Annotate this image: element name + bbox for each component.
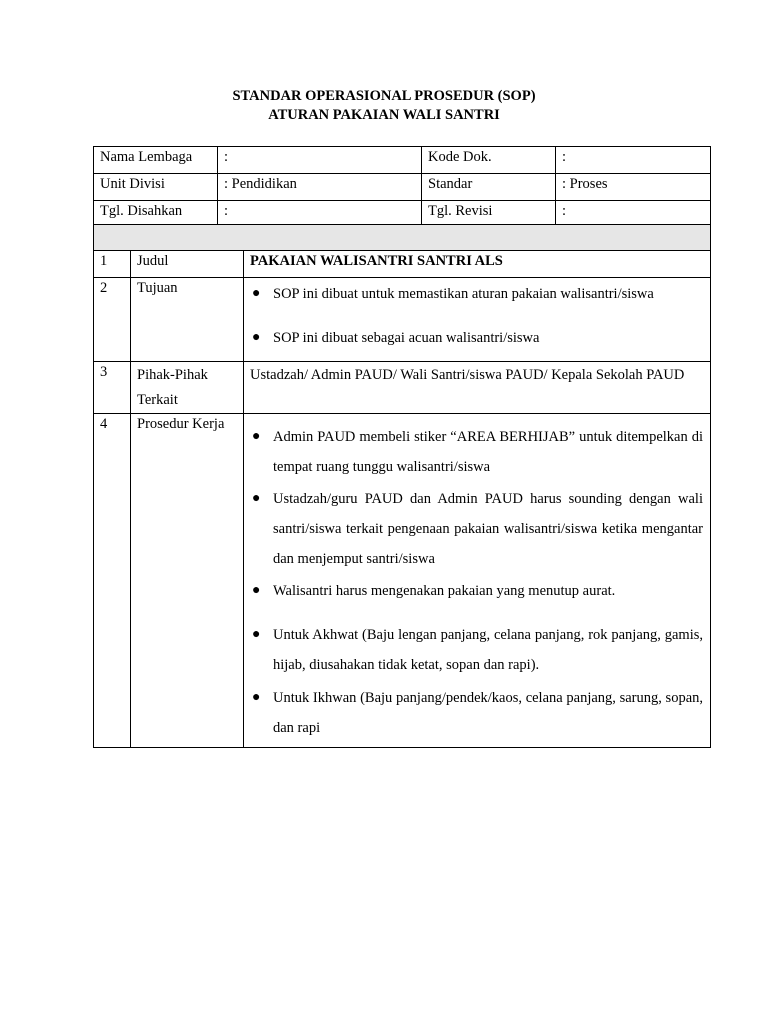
list-item-text: Untuk Akhwat (Baju lengan panjang, celana panjang, rok panjang, gamis, hijab, diusahakan tidak ketat, sopan dan rapi). — [273, 627, 703, 673]
row-prosedur — [94, 414, 711, 748]
bullet-dot-icon: ● — [252, 429, 261, 444]
meta-row — [94, 147, 711, 174]
pihak-text: Ustadzah/ Admin PAUD/ Wali Santri/siswa PAUD/ Kepala Sekolah PAUD — [244, 362, 711, 414]
meta-row — [94, 174, 711, 201]
prosedur-list — [250, 422, 703, 743]
row-number: 1 — [94, 251, 131, 278]
meta-label: Standar — [422, 174, 556, 201]
prosedur-content — [244, 414, 711, 748]
list-item-text: SOP ini dibuat sebagai acuan walisantri/siswa — [273, 330, 540, 346]
list-item — [250, 683, 703, 743]
row-tujuan — [94, 278, 711, 362]
document-title: STANDAR OPERASIONAL PROSEDUR (SOP) — [232, 88, 536, 104]
grey-divider-cell — [94, 225, 711, 251]
list-item-text: Untuk Ikhwan (Baju panjang/pendek/kaos, celana panjang, sarung, sopan, dan rapi — [273, 690, 703, 736]
meta-label: Tgl. Revisi — [422, 201, 556, 228]
bullet-dot-icon: ● — [252, 690, 261, 705]
list-item — [250, 484, 703, 574]
tujuan-list — [250, 285, 703, 347]
list-item-text: Walisantri harus mengenakan pakaian yang menutup aurat. — [273, 583, 616, 599]
row-number: 4 — [94, 414, 131, 748]
judul-text: PAKAIAN WALISANTRI SANTRI ALS — [244, 251, 711, 278]
row-pihak — [94, 362, 711, 414]
list-item-text: Admin PAUD membeli stiker “AREA BERHIJAB” untuk ditempelkan di tempat ruang tunggu walisantri/siswa — [273, 429, 703, 475]
meta-value: : — [556, 147, 711, 174]
list-item — [250, 620, 703, 680]
meta-value: : — [218, 201, 422, 228]
list-item — [250, 329, 703, 347]
grey-divider-row — [94, 225, 711, 251]
row-number: 2 — [94, 278, 131, 362]
row-judul — [94, 251, 711, 278]
bullet-dot-icon: ● — [252, 330, 261, 345]
meta-label: Nama Lembaga — [94, 147, 218, 174]
sop-table — [93, 224, 711, 748]
meta-label: Tgl. Disahkan — [94, 201, 218, 228]
list-item-text: SOP ini dibuat untuk memastikan aturan pakaian walisantri/siswa — [273, 286, 654, 302]
tujuan-content — [244, 278, 711, 362]
list-item — [250, 422, 703, 482]
bullet-dot-icon: ● — [252, 627, 261, 642]
bullet-dot-icon: ● — [252, 491, 261, 506]
meta-table — [93, 146, 711, 228]
list-item — [250, 576, 703, 606]
meta-value: : Pendidikan — [218, 174, 422, 201]
bullet-dot-icon: ● — [252, 286, 261, 301]
list-item-text: Ustadzah/guru PAUD dan Admin PAUD harus sounding dengan wali santri/siswa terkait pengenaan pakaian walisantri/siswa ketika mengantar dan menjemput santri/siswa — [273, 491, 703, 567]
meta-label: Unit Divisi — [94, 174, 218, 201]
row-label: Pihak-Pihak Terkait — [131, 362, 244, 414]
meta-value: : — [218, 147, 422, 174]
row-label: Tujuan — [131, 278, 244, 362]
row-number: 3 — [94, 362, 131, 414]
document-subtitle: ATURAN PAKAIAN WALI SANTRI — [268, 107, 500, 123]
bullet-dot-icon: ● — [252, 583, 261, 598]
row-label: Judul — [131, 251, 244, 278]
list-item — [250, 285, 703, 303]
row-label: Prosedur Kerja — [131, 414, 244, 748]
meta-label: Kode Dok. — [422, 147, 556, 174]
meta-value: : — [556, 201, 711, 228]
meta-value: : Proses — [556, 174, 711, 201]
